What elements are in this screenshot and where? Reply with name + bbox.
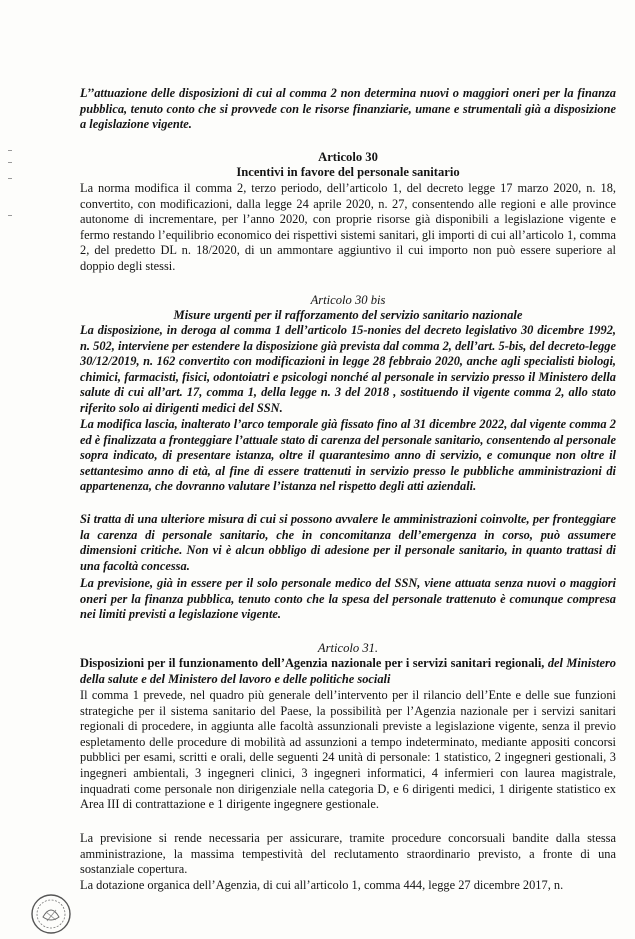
margin-mark [8, 150, 12, 151]
margin-mark [8, 162, 12, 163]
margin-mark [8, 215, 12, 216]
art31-subheading [80, 656, 616, 687]
intro-paragraph: L’’attuazione delle disposizioni di cui al comma 2 non determina nuovi o maggiori oneri per la finanza pubblica, tenuto conto che si provvede con le risorse finanziarie, umane e strumentali già a disposizione a legislazione vigente. [80, 86, 616, 132]
art30bis-paragraph-3: Si tratta di una ulteriore misura di cui si possono avvalere le amministrazioni coinvolte, per fronteggiare la carenza di personale sanitario, che in concomitanza dell’emergenza in corso, può assumere dimensioni critiche. Non vi è alcun obbligo di adesione per il personale sanitario, in quanto trattasi di una facoltà concessa. [80, 512, 616, 573]
art30bis-heading: Articolo 30 bis [310, 293, 386, 307]
art30-heading: Articolo 30 [318, 150, 378, 164]
art30bis-paragraph-1: La disposizione, in deroga al comma 1 dell’articolo 15-nonies del decreto legislativo 30 dicembre 1992, n. 502, interviene per estendere la disposizione già prevista dal comma 2, dell’art. 5-bis, del decreto-legge 30/12/2019, n. 162 convertito con modificazioni in legge 28 febbraio 2020, anche agli specialisti biologi, chimici, farmacisti, fisici, odontoiatri e psicologi nonché al personale in servizio presso il Ministero della salute di cui all’art. 17, comma 1, della legge n. 3 del 2018 , sostituendo il vigente comma 2, allo stato riferito solo ai dirigenti medici del SSN. [80, 323, 616, 415]
art30-subheading: Incentivi in favore del personale sanitario [236, 165, 460, 179]
art31-paragraph-3: La dotazione organica dell’Agenzia, di cui all’articolo 1, comma 444, legge 27 dicembre 2017, n. [80, 878, 564, 892]
art31-heading: Articolo 31. [317, 641, 379, 655]
art30-body: La norma modifica il comma 2, terzo periodo, dell’articolo 1, del decreto legge 17 marzo 2020, n. 18, convertito, con modificazioni, dalla legge 24 aprile 2020, n. 27, consentendo alle regioni e alle province autonome di incrementare, per l’anno 2020, con proprie risorse già disponibili a legislazione vigente e fermo restando l’equilibrio economico dei rispettivi sistemi sanitari, gli importi di cui all’articolo 1, comma 2, del predetto DL n. 18/2020, di un ammontare aggiuntivo il cui importo non può essere superiore al doppio degli stessi. [80, 181, 616, 273]
art30bis-subheading: Misure urgenti per il rafforzamento del servizio sanitario nazionale [173, 308, 523, 322]
art30bis-paragraph-2: La modifica lascia, inalterato l’arco temporale già fissato fino al 31 dicembre 2022, dal vigente comma 2 ed è finalizzata a fronteggiare l’attuale stato di carenza del personale sanitario, consentendo al personale sopra indicato, di presentare istanza, oltre il quarantesimo anno di servizio, e comunque non oltre il settantesimo anno di età, al fine di essere trattenuti in servizio presso le pubbliche amministrazioni di appartenenza, che dovranno valutare l’istanza nel rispetto degli atti aziendali. [80, 417, 616, 494]
official-stamp-icon [30, 893, 72, 935]
art31-subheading-italic: del Ministero della salute e del Ministero del lavoro e delle politiche sociali [80, 656, 616, 686]
margin-mark [8, 178, 12, 179]
art30bis-paragraph-4: La previsione, già in essere per il solo personale medico del SSN, viene attuata senza nuovi o maggiori oneri per la finanza pubblica, tenuto conto che la spesa del personale trattenuto è comunque compresa nei limiti previsti a legislazione vigente. [80, 576, 616, 622]
art31-subheading-bold: Disposizioni per il funzionamento dell’Agenzia nazionale per i servizi sanitari regionali, [80, 656, 545, 670]
art31-paragraph-2: La previsione si rende necessaria per assicurare, tramite procedure concorsuali bandite dalla stessa amministrazione, la massima tempestività del reclutamento straordinario previsto, a fronte di una sostanziale copertura. [80, 831, 616, 877]
art31-paragraph-1: Il comma 1 prevede, nel quadro più generale dell’intervento per il rilancio dell’Ente e delle sue funzioni strategiche per il sistema sanitario del Paese, la possibilità per l’Agenzia nazionale per i servizi sanitari regionali di procedere, in aggiunta alle facoltà assunzionali previste a legislazione vigente, senza il previo espletamento delle procedure di mobilità ad assunzioni a tempo indeterminato, mediante appositi concorsi pubblici per esami, scritti e orali, delle seguenti 24 unità di personale: 1 statistico, 2 ingegneri gestionali, 3 ingegneri ambientali, 3 ingegneri clinici, 3 ingegneri informatici, 4 infermieri con laurea magistrale, inquadrati come personale non dirigenziale nella categoria D, e 6 dirigenti medici, 1 dirigente statistico ex Area III di contrattazione e 1 dirigente ingegnere gestionale. [80, 688, 616, 812]
